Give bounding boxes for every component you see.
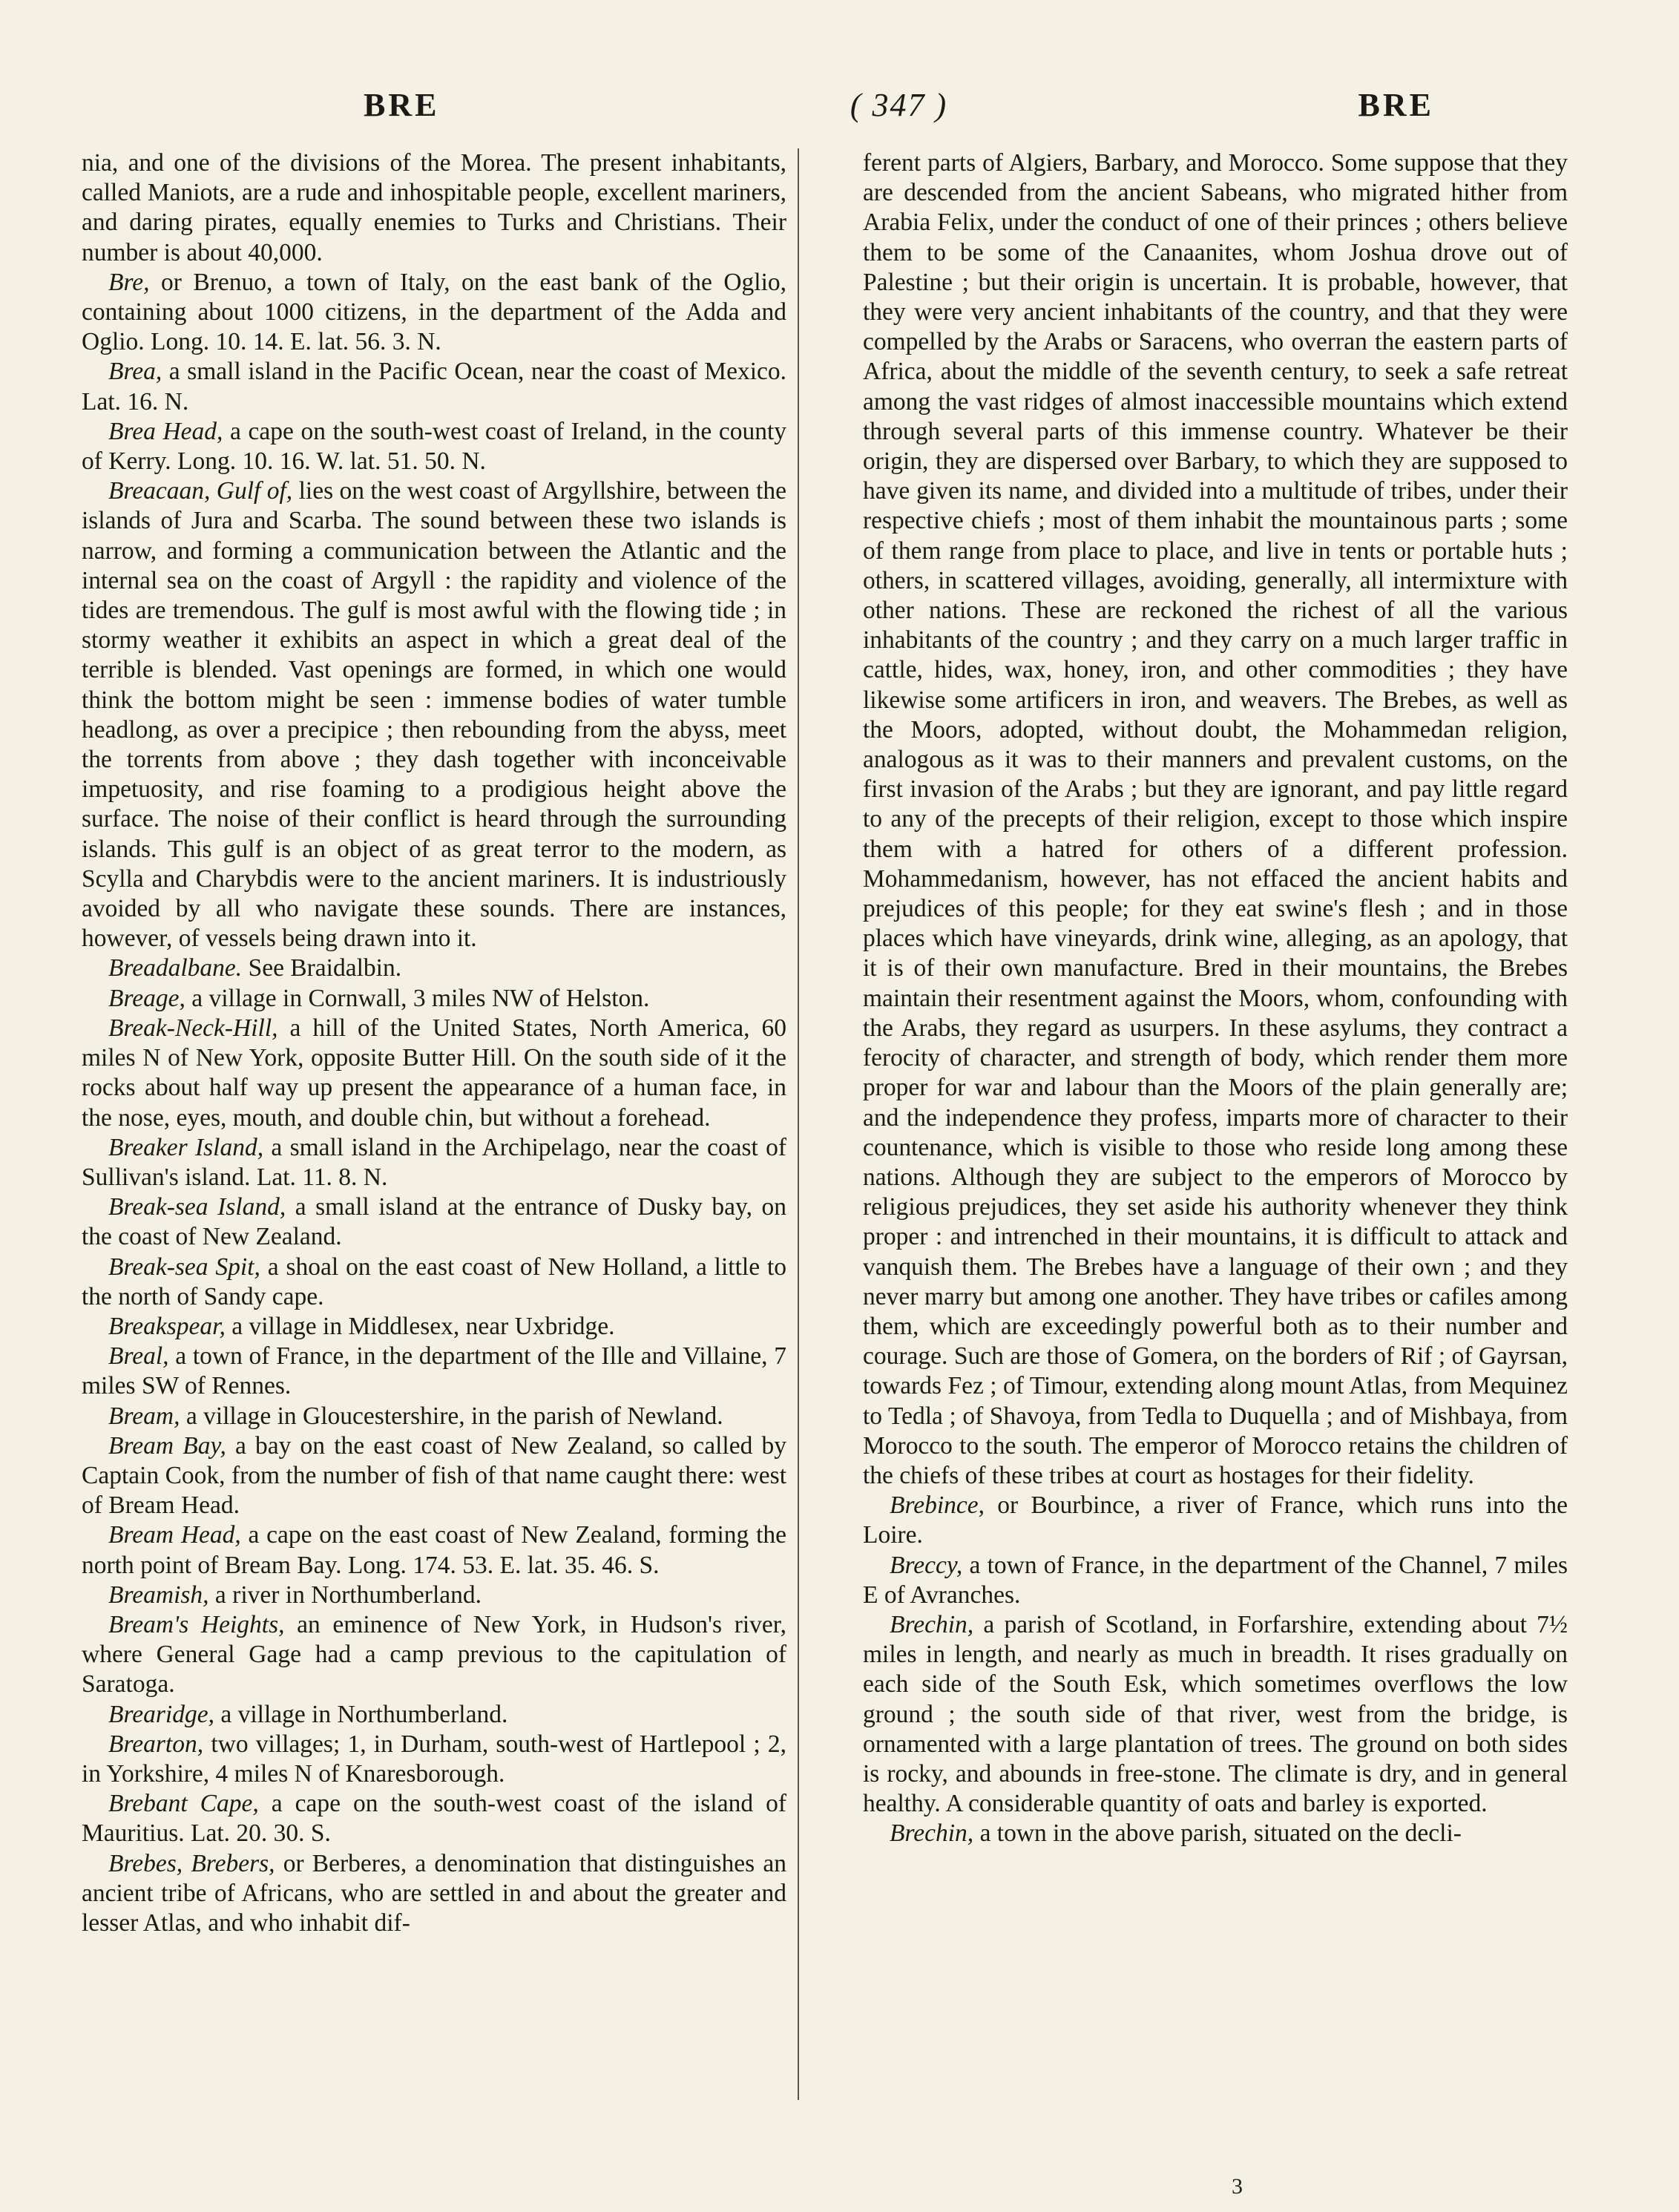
dictionary-entry [82, 1192, 786, 1252]
entry-body: nia, and one of the divisions of the Morea. The present inhabitants, called Maniots, are a rude and inhospitable people, excellent mariners, and daring pirates, equally enemies to Turks and Christians. Their number is about 40,000. [82, 149, 786, 266]
entry-body: a bay on the east coast of New Zealand, so called by Captain Cook, from the number of fish of that name caught there: west of Bream Head. [82, 1431, 786, 1520]
dictionary-entry [82, 268, 786, 358]
entry-body: a small island in the Archipelago, near the coast of Sullivan's island. Lat. 11. 8. N. [82, 1133, 787, 1191]
entry-headword: Breage, [108, 984, 185, 1012]
entry-headword: Breccy, [890, 1551, 963, 1579]
header-right-guideword: BRE [1358, 87, 1434, 123]
entry-headword: Bream Head, [108, 1521, 241, 1549]
entry-body: or Bourbince, a river of France, which runs into the Loire. [863, 1491, 1568, 1549]
entry-headword: Brearidge, [108, 1700, 214, 1728]
entry-body: a river in Northumberland. [208, 1581, 482, 1609]
dictionary-entry [82, 1520, 786, 1580]
entry-body: a town of France, in the department of the Channel, 7 miles E of Avranches. [863, 1551, 1568, 1609]
running-header [82, 86, 1568, 138]
entry-body: or Brenuo, a town of Italy, on the east bank of the Oglio, containing about 1000 citizens, in the department of the Adda and Oglio. Long. 10. 14. E. lat. 56. 3. N. [82, 268, 786, 356]
dictionary-entry [82, 1581, 786, 1610]
entry-body: ferent parts of Algiers, Barbary, and Morocco. Some suppose that they are descended from the ancient Sabeans, who migrated hither from Arabia Felix, under the conduct of one of their princes ; others believe them to be some of the Canaanites, whom Joshua drove out of Palestine ; but their origin is uncertain. It is probable, however, that they were very ancient inhabitants of the country, and that they were compelled by the Arabs or Saracens, who overran the eastern parts of Africa, about the middle of the seventh century, to seek a safe retreat among the vast ridges of almost inaccessible mountains which extend through several parts of this immense country. Whatever be their origin, they are dispersed over Barbary, to which they are supposed to have given its name, and divided into a multitude of tribes, under their respective chiefs ; most of them inhabit the mountainous parts ; some of them range from place to place, and live in tents or portable huts ; others, in scattered villages, avoiding, generally, all intermixture with other nations. These are reckoned the richest of all the various inhabitants of the country ; and they carry on a much larger traffic in cattle, hides, wax, honey, iron, and other commodities ; they have likewise some artificers in iron, and weavers. The Brebes, as well as the Moors, adopted, without doubt, the Mohammedan religion, analogous as it was to their manners and prevalent customs, on the first invasion of the Arabs ; but they are ignorant, and pay little regard to any of the precepts of their religion, except to those which inspire them with a hatred for others of a different profession. Mohammedanism, however, has not effaced the ancient habits and prejudices of this people; for they eat swine's flesh ; and in those places which have vineyards, drink wine, alleging, as an apology, that it is of their own manufacture. Bred in their mountains, the Brebes maintain their resentment against the Moors, whom, confounding with the Arabs, they regard as usurpers. In these asylums, they contract a ferocity of character, and strength of body, which render them more proper for war and labour than the Moors of the plain generally are; and the independence they profess, imparts more of character to their countenance, which is visible to those who reside long among these nations. Although they are subject to the emperors of Morocco by religious prejudices, they set aside his authority whenever they think proper : and intrenched in their mountains, it is difficult to attack and vanquish them. The Brebes have a language of their own ; and they never marry but among one another. They have tribes or cafiles among them, which are exceedingly powerful both as to their number and courage. Such are those of Gomera, on the borders of Rif ; of Gayrsan, towards Fez ; of Timour, extending along mount Atlas, from Mequinez to Tedla ; of Shavoya, from Tedla to Duquella ; and of Mishbaya, from Morocco to the south. The emperor of Morocco retains the children of the chiefs of these tribes at court as hostages for their fidelity. [863, 149, 1568, 1489]
entry-headword: Break-sea Spit, [108, 1253, 260, 1281]
entry-body: a cape on the south-west coast of the island of Mauritius. Lat. 20. 30. S. [82, 1790, 786, 1848]
dictionary-entry [863, 1819, 1568, 1848]
dictionary-entry [82, 1849, 786, 1939]
dictionary-entry [863, 1491, 1568, 1550]
entry-body: a parish of Scotland, in Forfarshire, extending about 7½ miles in length, and nearly as much in breadth. It rises gradually on each side of the South Esk, which sometimes overflows the low ground ; the south side of that river, west from the bridge, is ornamented with a large plantation of trees. The ground on both sides is rocky, and abounds in free-stone. The climate is dry, and in general healthy. A considerable quantity of oats and barley is exported. [863, 1610, 1568, 1818]
entry-body: two villages; 1, in Durham, south-west of Hartlepool ; 2, in Yorkshire, 4 miles N of Knaresborough. [82, 1730, 786, 1788]
entry-headword: Break-Neck-Hill, [108, 1014, 278, 1042]
dictionary-entry [82, 954, 786, 983]
entry-body: a small island at the entrance of Dusky bay, on the coast of New Zealand. [82, 1193, 786, 1251]
dictionary-entry [863, 1551, 1568, 1610]
entry-body: a town in the above parish, situated on the decli- [973, 1819, 1462, 1848]
entry-body: a village in Northumberland. [214, 1700, 508, 1728]
dictionary-entry [82, 1312, 786, 1342]
entry-body: a small island in the Pacific Ocean, near the coast of Mexico. Lat. 16. N. [82, 358, 786, 416]
dictionary-entry [82, 1253, 786, 1312]
entry-body: lies on the west coast of Argyllshire, between the islands of Jura and Scarba. The sound between these two islands is narrow, and forming a communication between the Atlantic and the internal sea on the coast of Argyll : the rapidity and violence of the tides are tremendous. The gulf is most awful with the flowing tide ; in stormy weather it exhibits an aspect in which a great deal of the terrible is blended. Vast openings are formed, in which one would think the bottom might be seen : immense bodies of water tumble headlong, as over a precipice ; then rebounding from the abyss, meet the torrents from above ; they dash together with inconceivable impetuosity, and rise foaming to a prodigious height above the surface. The noise of their conflict is heard through the surrounding islands. This gulf is an object of as great terror to the modern, as Scylla and Charybdis were to the ancient mariners. It is industriously avoided by all who navigate these sounds. There are instances, however, of vessels being drawn into it. [82, 477, 786, 953]
entry-headword: Brebes, Brebers, [108, 1849, 275, 1877]
entry-headword: Brea Head, [108, 417, 223, 445]
entry-headword: Breal, [108, 1342, 169, 1371]
right-column [863, 148, 1568, 1938]
page-number: ( 347 ) [850, 87, 948, 123]
entry-headword: Bream's Heights, [108, 1610, 285, 1638]
entry-body: a cape on the east coast of New Zealand, forming the north point of Bream Bay. Long. 174. 53. E. lat. 35. 46. S. [82, 1521, 786, 1579]
entry-headword: Bream, [108, 1402, 180, 1430]
entry-body: a town of France, in the department of the Ille and Villaine, 7 miles SW of Rennes. [82, 1342, 786, 1400]
dictionary-entry [82, 417, 786, 476]
entry-headword: Break-sea Island, [108, 1193, 286, 1221]
dictionary-entry [82, 148, 786, 268]
entry-headword: Brechin, [890, 1610, 974, 1638]
dictionary-entry [82, 1789, 786, 1848]
header-left-guideword: BRE [364, 87, 440, 123]
entry-headword: Brebince, [890, 1491, 985, 1520]
text-columns [82, 148, 1568, 1938]
dictionary-entry [82, 1402, 786, 1431]
dictionary-entry [82, 1700, 786, 1730]
dictionary-entry [82, 1014, 786, 1133]
entry-headword: Breacaan, Gulf of, [108, 477, 293, 505]
dictionary-entry [82, 1133, 786, 1192]
signature-mark: 3 [1232, 2174, 1243, 2199]
entry-body: a cape on the south-west coast of Ireland, in the county of Kerry. Long. 10. 16. W. lat. 51. 50. N. [82, 417, 787, 476]
entry-headword: Breaker Island, [108, 1133, 264, 1161]
dictionary-entry [82, 1342, 786, 1401]
entry-body: a village in Middlesex, near Uxbridge. [225, 1312, 615, 1340]
dictionary-entry [82, 1610, 786, 1700]
dictionary-entry [82, 1730, 786, 1789]
dictionary-entry [863, 1610, 1568, 1819]
dictionary-entry [82, 476, 786, 954]
entry-headword: Breakspear, [108, 1312, 226, 1340]
dictionary-entry [82, 357, 786, 416]
entry-headword: Brebant Cape, [108, 1790, 259, 1818]
entry-headword: Bream Bay, [108, 1431, 226, 1460]
entry-headword: Brechin, [890, 1819, 974, 1848]
left-column [82, 148, 786, 1938]
dictionary-entry [863, 148, 1568, 1491]
entry-headword: Brea, [108, 358, 162, 386]
entry-body: a village in Gloucestershire, in the parish of Newland. [180, 1402, 723, 1430]
entry-body: an eminence of New York, in Hudson's river, where General Gage had a camp previous to the capitulation of Saratoga. [82, 1610, 786, 1699]
entry-body: a hill of the United States, North America, 60 miles N of New York, opposite Butter Hill. On the south side of it the rocks about half way up present the appearance of a human face, in the nose, eyes, mouth, and double chin, but without a forehead. [82, 1014, 786, 1132]
entry-body: a village in Cornwall, 3 miles NW of Helston. [185, 984, 650, 1012]
entry-headword: Breamish, [108, 1581, 209, 1609]
dictionary-entry [82, 984, 786, 1014]
entry-body: or Berberes, a denomination that distinguishes an ancient tribe of Africans, who are settled in and about the greater and lesser Atlas, and who inhabit dif- [82, 1849, 786, 1937]
entry-headword: Breadalbane. [108, 954, 243, 982]
entry-body: See Braidalbin. [242, 954, 402, 982]
entry-headword: Brearton, [108, 1730, 204, 1758]
entry-headword: Bre, [108, 268, 150, 296]
entry-body: a shoal on the east coast of New Holland, a little to the north of Sandy cape. [82, 1253, 787, 1310]
dictionary-entry [82, 1431, 786, 1521]
